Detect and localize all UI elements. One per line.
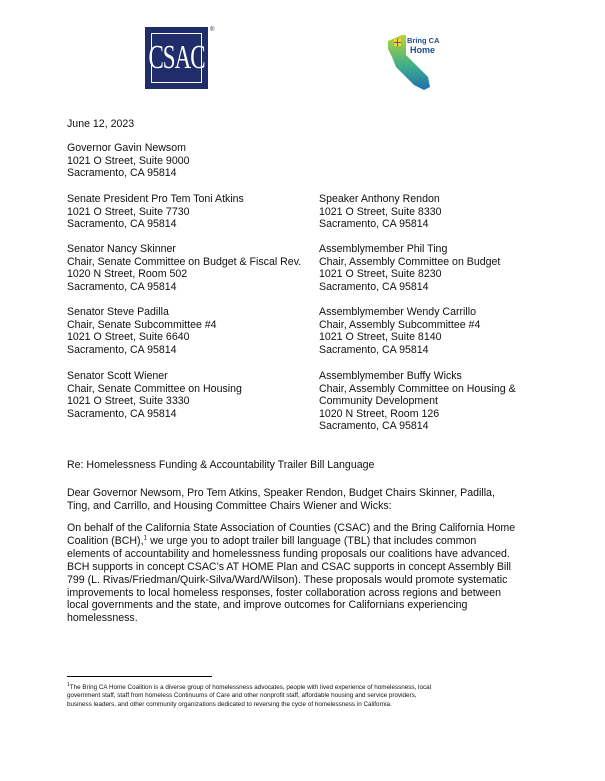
recipient-name: Governor Gavin Newsom bbox=[67, 142, 186, 154]
bch-line-1: Bring CA bbox=[407, 36, 440, 45]
recipient-line: 1021 O Street, Suite 8230 bbox=[319, 268, 442, 281]
recipient-line: Assemblymember Phil Ting bbox=[319, 243, 448, 255]
recipient-city: Sacramento, CA 95814 bbox=[67, 167, 177, 180]
footnote-line: business leaders, and other community organizations dedicated to reversing the cycle of homelessness in California. bbox=[67, 700, 392, 708]
recipient-left-4 bbox=[67, 370, 242, 420]
recipient-left-3 bbox=[67, 306, 217, 356]
recipient-line: 1020 N Street, Room 126 bbox=[319, 407, 440, 420]
recipient-line: Chair, Assembly Subcommittee #4 bbox=[319, 318, 481, 331]
recipient-line: Sacramento, CA 95814 bbox=[67, 280, 177, 293]
recipient-address: 1021 O Street, Suite 9000 bbox=[67, 154, 190, 167]
recipient-line: Chair, Senate Committee on Housing bbox=[67, 382, 242, 395]
subject-line: Re: Homelessness Funding & Accountability Trailer Bill Language bbox=[67, 459, 375, 471]
recipient-line: Senator Steve Padilla bbox=[67, 306, 169, 318]
footnote-reference[interactable]: 1 bbox=[143, 534, 148, 542]
footnote-marker: 1 bbox=[67, 681, 70, 688]
recipient-right-2 bbox=[319, 243, 500, 293]
recipient-line: Chair, Assembly Committee on Housing & bbox=[319, 382, 516, 395]
recipient-line: Speaker Anthony Rendon bbox=[319, 193, 440, 205]
bch-line-2: Home bbox=[410, 45, 436, 55]
recipient-line: Chair, Senate Committee on Budget & Fiscal Rev. bbox=[67, 255, 302, 268]
salutation bbox=[67, 487, 495, 513]
body-line: On behalf of the California State Association of Counties (CSAC) and the Bring California Home bbox=[67, 522, 516, 534]
recipient-left-2 bbox=[67, 243, 301, 293]
recipient-line: 1021 O Street, Suite 7730 bbox=[67, 205, 190, 218]
registered-mark: ® bbox=[210, 27, 215, 33]
recipient-line: Sacramento, CA 95814 bbox=[319, 218, 429, 231]
body-text: we urge you to adopt trailer bill language (TBL) that includes common bbox=[147, 534, 477, 547]
salutation-line: Ting, and Carrillo, and Housing Committee Chairs Wiener and Wicks: bbox=[67, 499, 392, 512]
footnote-line bbox=[67, 681, 431, 692]
recipient-line: 1021 O Street, Suite 8140 bbox=[319, 331, 442, 344]
body-paragraph bbox=[67, 522, 515, 625]
body-line: improvements to local homeless responses, foster collaboration across regions and between bbox=[67, 586, 501, 599]
letter-date: June 12, 2023 bbox=[67, 118, 135, 130]
recipient-line: Senate President Pro Tem Toni Atkins bbox=[67, 193, 244, 205]
body-line bbox=[67, 535, 515, 548]
recipient-line: Sacramento, CA 95814 bbox=[67, 343, 177, 356]
footnote-text: The Bring CA Home Coalition is a diverse group of homelessness advocates, people with lived experience of homelessness, local bbox=[69, 684, 431, 691]
csac-logo-frame bbox=[148, 33, 205, 83]
recipient-line: Sacramento, CA 95814 bbox=[319, 420, 429, 433]
recipient-right-3 bbox=[319, 306, 480, 356]
recipient-line: 1020 N Street, Room 502 bbox=[67, 268, 188, 281]
salutation-line: Dear Governor Newsom, Pro Tem Atkins, Speaker Rendon, Budget Chairs Skinner, Padilla, bbox=[67, 487, 495, 499]
recipient-line: Community Development bbox=[319, 395, 438, 408]
recipient-line: 1021 O Street, Suite 8330 bbox=[319, 205, 442, 218]
csac-logo-text: CSAC bbox=[148, 39, 205, 76]
bring-ca-home-text bbox=[407, 37, 440, 55]
body-line: BCH supports in concept CSAC’s AT HOME Plan and CSAC supports in concept Assembly Bill bbox=[67, 560, 511, 573]
csac-logo bbox=[145, 27, 208, 89]
recipient-line: Senator Nancy Skinner bbox=[67, 243, 176, 255]
recipient-line: 1021 O Street, Suite 6640 bbox=[67, 331, 190, 344]
recipient-line: Senator Scott Wiener bbox=[67, 370, 168, 382]
footnote-divider bbox=[67, 676, 212, 677]
recipient-line: 1021 O Street, Suite 3330 bbox=[67, 395, 190, 408]
recipient-line: Chair, Assembly Committee on Budget bbox=[319, 255, 501, 268]
recipient-line: Sacramento, CA 95814 bbox=[67, 407, 177, 420]
recipient-right-4 bbox=[319, 370, 516, 433]
recipient-right-1 bbox=[319, 193, 442, 231]
footnote-line: government staff, staff from homeless Continuums of Care and other nonprofit staff, affordable housing and service providers, bbox=[67, 692, 417, 700]
body-line: homelessness. bbox=[67, 612, 138, 625]
body-line: elements of accountability and homelessness funding proposals our coalitions have advanced. bbox=[67, 547, 510, 560]
body-line: local governments and the state, and improve outcomes for Californians experiencing bbox=[67, 599, 468, 612]
recipient-line: Sacramento, CA 95814 bbox=[67, 218, 177, 231]
bring-ca-home-logo bbox=[384, 31, 450, 93]
recipient-line: Assemblymember Buffy Wicks bbox=[319, 370, 462, 382]
recipient-governor bbox=[67, 142, 190, 180]
recipient-line: Assemblymember Wendy Carrillo bbox=[319, 306, 476, 318]
recipient-line: Sacramento, CA 95814 bbox=[319, 280, 429, 293]
footnote bbox=[67, 681, 431, 709]
recipient-line: Sacramento, CA 95814 bbox=[319, 343, 429, 356]
body-text: Coalition (BCH), bbox=[67, 534, 144, 547]
recipient-line: Chair, Senate Subcommittee #4 bbox=[67, 318, 217, 331]
recipient-left-1 bbox=[67, 193, 244, 231]
body-line: 799 (L. Rivas/Friedman/Quirk-Silva/Ward/Wilson). These proposals would promote systematic bbox=[67, 573, 508, 586]
